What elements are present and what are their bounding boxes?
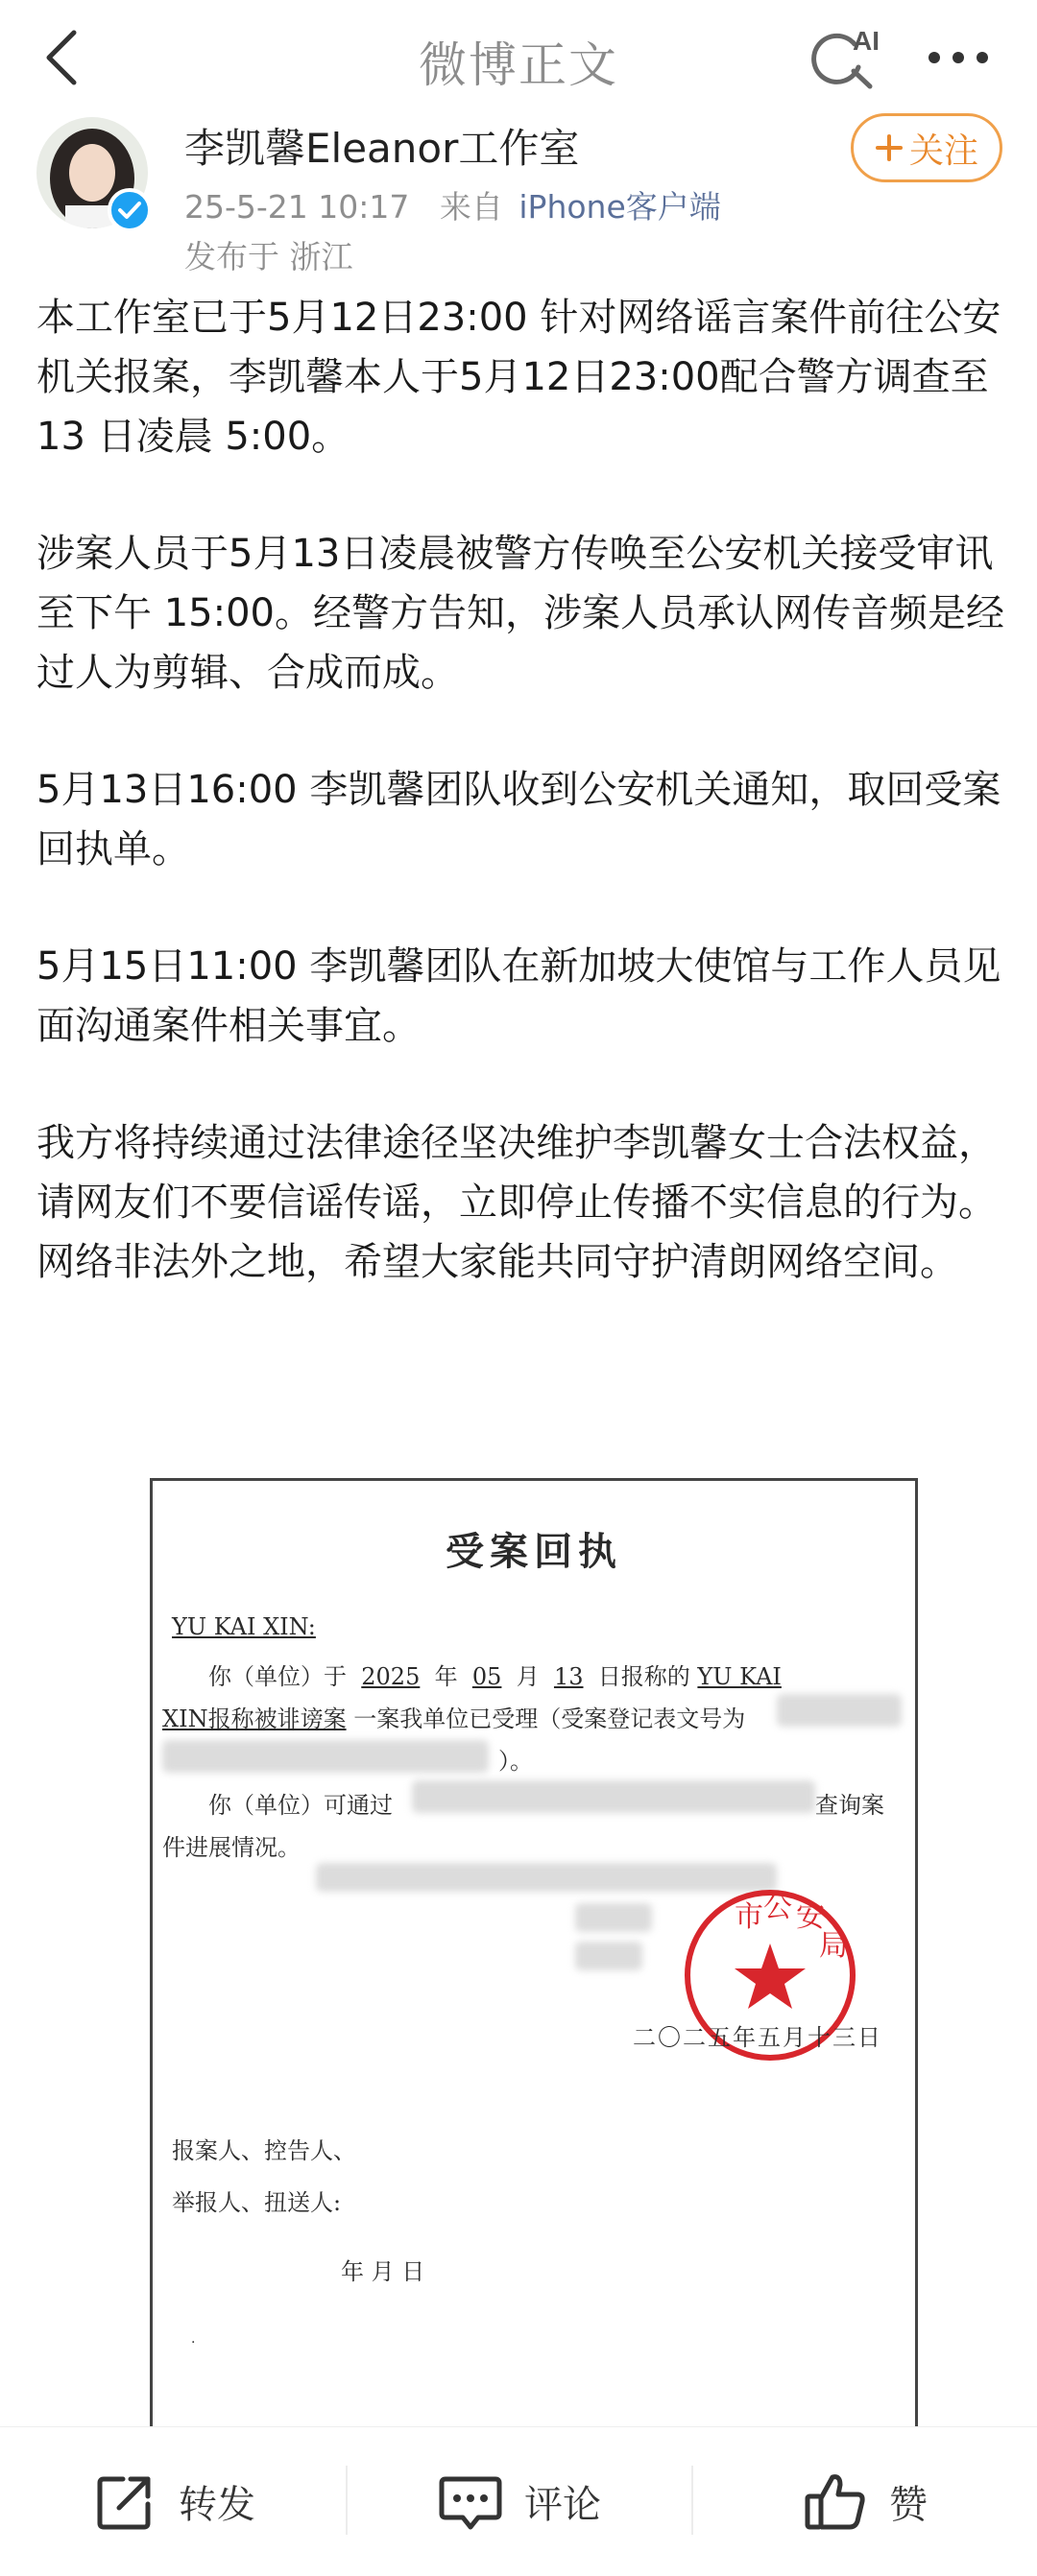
document-line-4b: 查询案 xyxy=(815,1792,884,1819)
more-options-button[interactable] xyxy=(920,29,997,86)
redacted-region xyxy=(777,1694,902,1727)
document-title: 受案回执 xyxy=(446,1529,622,1574)
more-horizontal-icon xyxy=(927,50,990,65)
share-icon xyxy=(90,2468,159,2537)
comment-icon xyxy=(436,2468,505,2537)
repost-label: 转发 xyxy=(179,2483,255,2527)
post-body xyxy=(36,288,1006,1349)
post-paragraph: 5月13日16:00 李凯馨团队收到公安机关通知，取回受案回执单。 xyxy=(36,768,1001,871)
like-label: 赞 xyxy=(889,2483,928,2527)
post-location: 发布于 浙江 xyxy=(184,238,353,275)
document-reporter-1: 报案人、控告人、 xyxy=(172,2137,356,2164)
svg-text:市: 市 xyxy=(735,1900,763,1934)
comment-label: 评论 xyxy=(524,2483,601,2527)
svg-text:AI: AI xyxy=(853,26,880,56)
post-paragraph: 本工作室已于5月12日23:00 针对网络谣言案件前往公安机关报案，李凯馨本人于5月12日23:00配合警方调查至13 日凌晨 5:00。 xyxy=(36,296,1001,459)
document-line-3: ）。 xyxy=(498,1748,533,1775)
bottom-action-bar xyxy=(0,2426,1037,2576)
document-line-2: XIN报称被诽谤案 一案我单位已受理（受案登记表文号为 xyxy=(162,1705,746,1732)
ai-search-icon xyxy=(808,21,887,92)
repost-button[interactable] xyxy=(0,2427,346,2576)
verified-badge-icon xyxy=(108,188,152,232)
top-nav-bar xyxy=(0,0,1037,115)
document-sign-date: 年 月 日 xyxy=(341,2258,425,2285)
post-date: 25-5-21 10:17 xyxy=(184,188,410,226)
follow-label: 关注 xyxy=(908,131,978,171)
author-name[interactable]: 李凯馨Eleanor工作室 xyxy=(184,125,580,172)
case-receipt-image[interactable] xyxy=(150,1478,918,2428)
post-source[interactable]: iPhone客户端 xyxy=(518,188,721,226)
post-paragraph: 5月15日11:00 李凯馨团队在新加坡大使馆与工作人员见面沟通案件相关事宜。 xyxy=(36,944,1001,1048)
document-line-5: 件进展情况。 xyxy=(162,1834,301,1861)
document-mark: · xyxy=(191,2335,196,2350)
document-recipient: YU KAI XIN: xyxy=(172,1613,316,1640)
post-meta xyxy=(184,182,721,227)
document-issue-date: 二〇二五年五月十三日 xyxy=(633,2024,882,2051)
redacted-region xyxy=(575,1942,642,1970)
svg-text:局: 局 xyxy=(819,1929,848,1963)
document-line-1: 你（单位）于 2025 年 05 月 13 日报称的 YU KAI xyxy=(208,1663,782,1690)
ai-search-button[interactable] xyxy=(808,21,887,92)
redacted-region xyxy=(575,1903,652,1932)
document-reporter-2: 举报人、扭送人: xyxy=(172,2189,342,2216)
like-button[interactable] xyxy=(691,2427,1037,2576)
post-paragraph: 我方将持续通过法律途径坚决维护李凯馨女士合法权益， 请网友们不要信谣传谣，立即停止传播不实信息的行为。网络非法外之地，希望大家能共同守护清朗网络空间。 xyxy=(36,1121,997,1284)
post-paragraph: 涉案人员于5月13日凌晨被警方传唤至公安机关接受审讯至下午 15:00。经警方告知，涉案人员承认网传音频是经过人为剪辑、合成而成。 xyxy=(36,532,1004,695)
like-icon xyxy=(801,2468,870,2537)
plus-icon xyxy=(875,133,904,162)
redacted-region xyxy=(412,1780,815,1813)
source-prefix: 来自 xyxy=(439,188,503,226)
svg-text:安: 安 xyxy=(796,1900,825,1934)
redacted-region xyxy=(162,1740,489,1773)
document-line-4a: 你（单位）可通过 xyxy=(208,1792,393,1819)
comment-button[interactable] xyxy=(346,2427,691,2576)
follow-button[interactable] xyxy=(851,113,1002,182)
svg-text:公: 公 xyxy=(763,1891,792,1924)
page-title: 微博正文 xyxy=(419,37,618,93)
